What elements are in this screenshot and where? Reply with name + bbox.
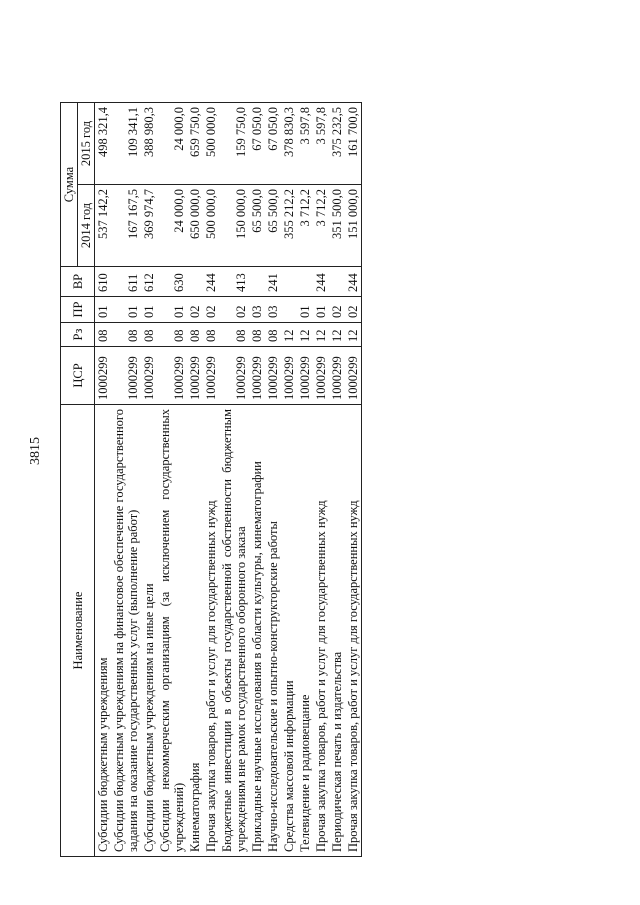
row-csr: 1000299: [141, 347, 157, 405]
row-sum-2015: 375 232,5: [329, 103, 345, 185]
row-sum-2014: 650 000,0: [187, 185, 203, 267]
row-sum-2015: 3 597,8: [297, 103, 313, 185]
row-vr: 413: [219, 267, 249, 297]
row-vr: [297, 267, 313, 297]
row-csr: 1000299: [157, 347, 187, 405]
row-name: Прикладные научные исследования в области культуры, кинематографии: [249, 405, 265, 857]
row-sum-2015: 378 830,3: [281, 103, 297, 185]
row-pr: 02: [219, 297, 249, 323]
row-csr: 1000299: [111, 347, 141, 405]
row-sum-2015: 500 000,0: [203, 103, 219, 185]
row-sum-2015: 659 750,0: [187, 103, 203, 185]
row-name: Субсидии бюджетным учреждениям на иные цели: [141, 405, 157, 857]
row-sum-2014: 355 212,2: [281, 185, 297, 267]
row-vr: 630: [157, 267, 187, 297]
row-rz: 08: [203, 323, 219, 347]
row-rz: 08: [111, 323, 141, 347]
row-sum-2015: 3 597,8: [313, 103, 329, 185]
row-rz: 08: [95, 323, 112, 347]
row-rz: 12: [329, 323, 345, 347]
row-name: Периодическая печать и издательства: [329, 405, 345, 857]
row-vr: 612: [141, 267, 157, 297]
row-name: Научно-исследовательские и опытно-конструкторские работы: [265, 405, 281, 857]
row-pr: 02: [187, 297, 203, 323]
header-name: Наименование: [61, 405, 95, 857]
row-sum-2014: 65 500,0: [249, 185, 265, 267]
row-rz: 12: [297, 323, 313, 347]
row-rz: 08: [141, 323, 157, 347]
row-rz: 12: [345, 323, 362, 347]
row-sum-2014: 369 974,7: [141, 185, 157, 267]
table-body: [95, 103, 362, 857]
table-row: [345, 103, 362, 857]
row-name: Прочая закупка товаров, работ и услуг для государственных нужд: [203, 405, 219, 857]
header-sum: Сумма: [61, 103, 78, 267]
row-sum-2014: 151 000,0: [345, 185, 362, 267]
budget-table: [60, 102, 362, 857]
row-rz: 08: [265, 323, 281, 347]
row-name: Телевидение и радиовещание: [297, 405, 313, 857]
row-csr: 1000299: [329, 347, 345, 405]
row-sum-2014: 3 712,2: [313, 185, 329, 267]
table-row: [141, 103, 157, 857]
row-pr: 01: [313, 297, 329, 323]
row-name: Бюджетные инвестиции в объекты государственной собственности бюджетным учреждениям вне рамок государственного оборонного заказа: [219, 405, 249, 857]
row-name: Средства массовой информации: [281, 405, 297, 857]
row-sum-2014: 65 500,0: [265, 185, 281, 267]
table-row: [111, 103, 141, 857]
row-sum-2014: 24 000,0: [157, 185, 187, 267]
row-pr: [281, 297, 297, 323]
row-name: Субсидии бюджетным учреждениям: [95, 405, 112, 857]
header-pr: ПР: [61, 297, 95, 323]
row-csr: 1000299: [297, 347, 313, 405]
row-pr: 03: [249, 297, 265, 323]
table-row: [203, 103, 219, 857]
row-rz: 08: [187, 323, 203, 347]
page-number: 3815: [28, 437, 43, 465]
table-row: [329, 103, 345, 857]
row-pr: 01: [141, 297, 157, 323]
row-name: Прочая закупка товаров, работ и услуг для государственных нужд: [345, 405, 362, 857]
row-csr: 1000299: [265, 347, 281, 405]
row-vr: 244: [345, 267, 362, 297]
row-name: Субсидии некоммерческим организациям (за исключением государственных учреждений): [157, 405, 187, 857]
row-sum-2015: 498 321,4: [95, 103, 112, 185]
row-name: Кинематография: [187, 405, 203, 857]
row-sum-2014: 537 142,2: [95, 185, 112, 267]
header-csr: ЦСР: [61, 347, 95, 405]
row-rz: 08: [249, 323, 265, 347]
row-rz: 12: [281, 323, 297, 347]
row-csr: 1000299: [345, 347, 362, 405]
row-sum-2015: 159 750,0: [219, 103, 249, 185]
header-vr: ВР: [61, 267, 95, 297]
row-rz: 08: [157, 323, 187, 347]
table-row: [281, 103, 297, 857]
row-vr: [187, 267, 203, 297]
row-vr: 611: [111, 267, 141, 297]
row-csr: 1000299: [313, 347, 329, 405]
table-row: [313, 103, 329, 857]
row-vr: 244: [203, 267, 219, 297]
row-pr: 01: [95, 297, 112, 323]
row-rz: 12: [313, 323, 329, 347]
row-pr: 02: [329, 297, 345, 323]
row-sum-2014: 3 712,2: [297, 185, 313, 267]
row-pr: 01: [297, 297, 313, 323]
row-pr: 01: [111, 297, 141, 323]
row-csr: 1000299: [187, 347, 203, 405]
row-name: Прочая закупка товаров, работ и услуг для государственных нужд: [313, 405, 329, 857]
row-vr: 610: [95, 267, 112, 297]
row-csr: 1000299: [281, 347, 297, 405]
table-row: [249, 103, 265, 857]
table-row: [95, 103, 112, 857]
row-vr: [249, 267, 265, 297]
row-sum-2014: 500 000,0: [203, 185, 219, 267]
table-row: [297, 103, 313, 857]
row-sum-2015: 109 341,1: [111, 103, 141, 185]
row-csr: 1000299: [219, 347, 249, 405]
row-rz: 08: [219, 323, 249, 347]
row-vr: [329, 267, 345, 297]
row-csr: 1000299: [203, 347, 219, 405]
table-row: [157, 103, 187, 857]
table-row: [265, 103, 281, 857]
row-csr: 1000299: [95, 347, 112, 405]
row-name: Субсидии бюджетным учреждениям на финансовое обеспечение государственного задания на оказание государственных услуг (выполнение работ): [111, 405, 141, 857]
table-row: [219, 103, 249, 857]
row-sum-2015: 161 700,0: [345, 103, 362, 185]
row-pr: 01: [157, 297, 187, 323]
header-2014: 2014 год: [78, 185, 95, 267]
row-csr: 1000299: [249, 347, 265, 405]
row-sum-2014: 167 167,5: [111, 185, 141, 267]
row-pr: 02: [203, 297, 219, 323]
row-vr: 244: [313, 267, 329, 297]
row-vr: 241: [265, 267, 281, 297]
header-2015: 2015 год: [78, 103, 95, 185]
row-pr: 03: [265, 297, 281, 323]
table-row: [187, 103, 203, 857]
row-vr: [281, 267, 297, 297]
row-sum-2015: 67 050,0: [265, 103, 281, 185]
row-sum-2015: 388 980,3: [141, 103, 157, 185]
row-sum-2015: 24 000,0: [157, 103, 187, 185]
row-sum-2014: 150 000,0: [219, 185, 249, 267]
row-sum-2015: 67 050,0: [249, 103, 265, 185]
row-sum-2014: 351 500,0: [329, 185, 345, 267]
row-pr: 02: [345, 297, 362, 323]
header-rz: Рз: [61, 323, 95, 347]
